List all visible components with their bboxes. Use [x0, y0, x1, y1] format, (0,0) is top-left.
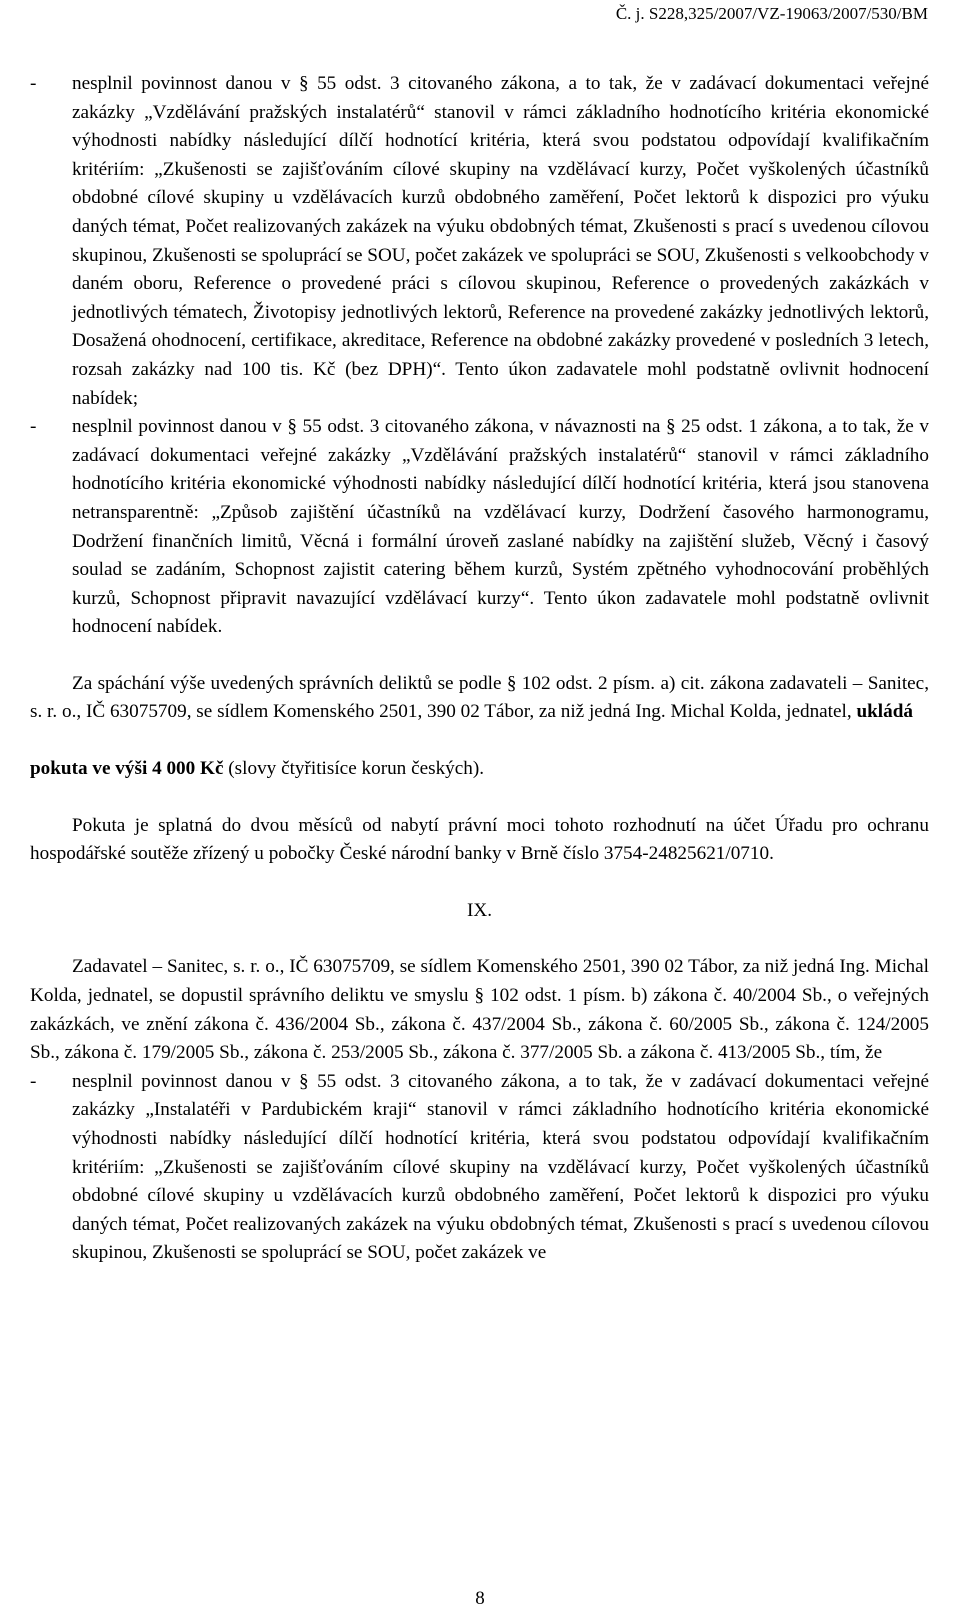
- page-number: 8: [475, 1588, 485, 1609]
- bullet-item: [30, 70, 929, 413]
- penalty-verdict: ukládá: [856, 701, 913, 723]
- bullet-item: [30, 413, 929, 642]
- bullet-dash: -: [30, 1070, 37, 1092]
- section-heading: IX.: [466, 899, 493, 921]
- document-body: [30, 70, 929, 1268]
- fine-line: [30, 755, 929, 784]
- bullet-dash: -: [30, 73, 37, 94]
- fine-words: (slovy čtyřitisíce korun českých).: [223, 758, 485, 780]
- bullet-item: [30, 1068, 929, 1268]
- bullet-text: nesplnil povinnost danou v § 55 odst. 3 citovaného zákona, a to tak, že v zadávací dokumentaci veřejné zakázky „Instalatéři v Pardubickém kraji“ stanovil v rámci základního hodnotícího kritéria ekonomické výhodnosti nabídky následující dílčí hodnotící kritéria, která svou podstatou odpovídají kvalifikačním kritériím: „Zkušenosti se zajišťováním cílové skupiny na vzdělávací kurzy, Počet vyškolených účastníků obdobné cílové skupiny u vzdělávacích kurzů obdobného zaměření, Počet lektorů k dispozici pro výuku daných témat, Počet realizovaných zakázek na výuku obdobných témat, Zkušenosti s prací s uvedenou cílovou skupinou, Zkušenosti se spoluprácí se SOU, počet zakázek ve: [72, 1070, 929, 1264]
- bullet-dash: -: [30, 416, 37, 438]
- penalty-paragraph: [30, 670, 929, 727]
- document-reference: Č. j. S228,325/2007/VZ-19063/2007/530/BM: [615, 4, 928, 23]
- bullet-text: nesplnil povinnost danou v § 55 odst. 3 citovaného zákona, v návaznosti na § 25 odst. 1 zákona, a to tak, že v zadávací dokumentaci veřejné zakázky „Vzdělávání pražských instalatérů“ stanovil v rámci základního hodnotícího kritéria ekonomické výhodnosti nabídky následující dílčí hodnotící kritéria, která jsou stanovena netransparentně: „Způsob zajištění účastníků na vzdělávací kurzy, Dodržení časového harmonogramu, Dodržení finančních limitů, Věcná i formální úroveň zaslané nabídky na zajištění služeb, Věcný i časový soulad se zadáním, Schopnost zajistit catering během kurzů, Systém zpětného vyhodnocování proběhlých kurzů, Schopnost připravit navazující vzdělávací kurzy“. Tento úkon zadavatele mohl podstatně ovlivnit hodnocení nabídek.: [72, 416, 929, 638]
- penalty-text: Za spáchání výše uvedených správních deliktů se podle § 102 odst. 2 písm. a) cit. zákona zadavateli – Sanitec, s. r. o., IČ 63075709, se sídlem Komenského 2501, 390 02 Tábor, za niž jedná Ing. Michal Kolda, jednatel,: [30, 672, 929, 723]
- section-paragraph: Zadavatel – Sanitec, s. r. o., IČ 63075709, se sídlem Komenského 2501, 390 02 Tábor, za niž jedná Ing. Michal Kolda, jednatel, se dopustil správního deliktu ve smyslu § 102 odst. 1 písm. b) zákona č. 40/2004 Sb., o veřejných zakázkách, ve znění zákona č. 436/2004 Sb., zákona č. 437/2004 Sb., zákona č. 60/2005 Sb., zákona č. 124/2005 Sb., zákona č. 179/2005 Sb., zákona č. 253/2005 Sb., zákona č. 377/2005 Sb. a zákona č. 413/2005 Sb., tím, že: [30, 956, 929, 1064]
- payment-paragraph: Pokuta je splatná do dvou měsíců od nabytí právní moci tohoto rozhodnutí na účet Úřadu pro ochranu hospodářské soutěže zřízený u pobočky České národní banky v Brně číslo 3754-24825621/0710.: [30, 814, 929, 865]
- bullet-text: nesplnil povinnost danou v § 55 odst. 3 citovaného zákona, a to tak, že v zadávací dokumentaci veřejné zakázky „Vzdělávání pražských instalatérů“ stanovil v rámci základního hodnotícího kritéria ekonomické výhodnosti nabídky následující dílčí hodnotící kritéria, která svou podstatou odpovídají kvalifikačním kritériím: „Zkušenosti se zajišťováním cílové skupiny na vzdělávací kurzy, Počet vyškolených účastníků obdobné cílové skupiny u vzdělávacích kurzů obdobného zaměření, Počet lektorů k dispozici pro výuku daných témat, Počet realizovaných zakázek na výuku obdobných témat, Zkušenosti s prací s uvedenou cílovou skupinou, Zkušenosti se spoluprácí se SOU, počet zakázek ve spolupráci se SOU, Zkušenosti s velkoobchody v daném oboru, Reference o provedené práci s cílovou skupinou, Reference o provedených zakázkách v jednotlivých tématech, Životopisy jednotlivých lektorů, Reference na provedené zakázky jednotlivých lektorů, Dosažená ohodnocení, certifikace, akreditace, Reference na obdobné zakázky provedené v posledních 3 letech, rozsah zakázky nad 100 tis. Kč (bez DPH)“. Tento úkon zadavatele mohl podstatně ovlivnit hodnocení nabídek;: [72, 73, 929, 409]
- fine-amount: pokuta ve výši 4 000 Kč: [30, 758, 224, 780]
